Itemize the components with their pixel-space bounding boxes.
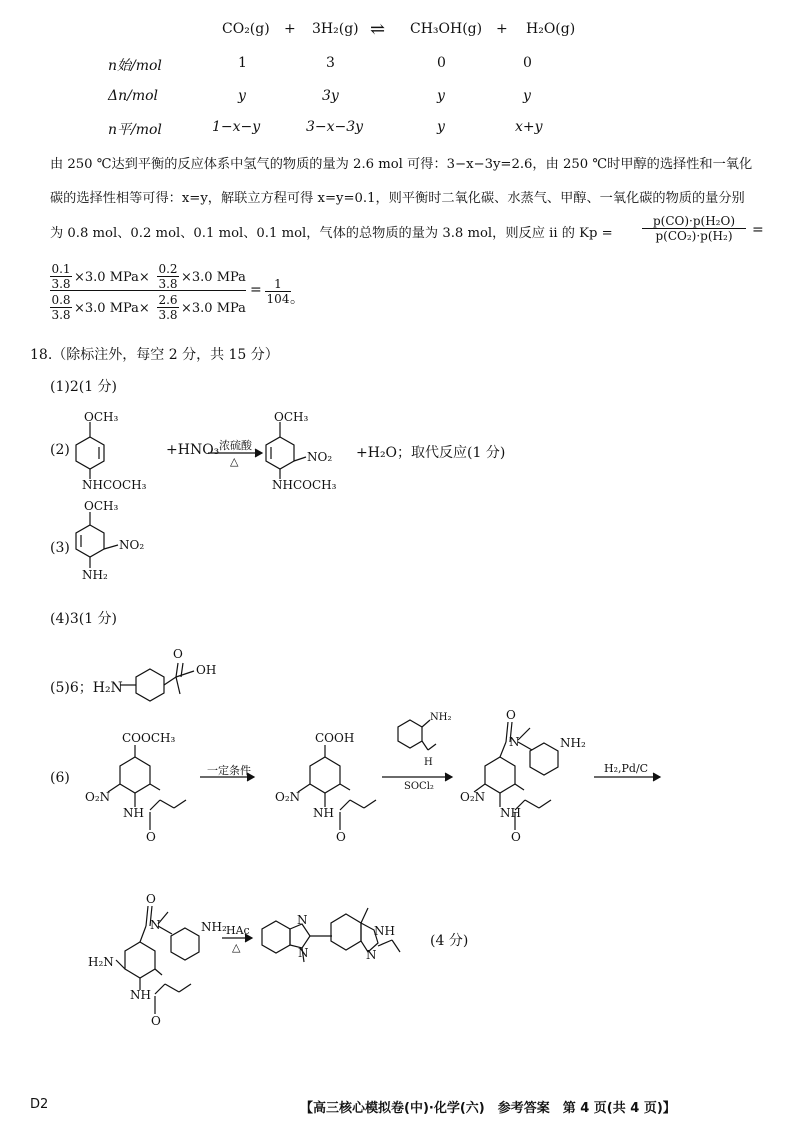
group-och3: OCH₃ (84, 410, 119, 424)
table-cell: x+y (515, 119, 543, 135)
table-cell: 0 (523, 55, 532, 71)
group-cooh: COOH (315, 731, 355, 745)
kp-numerator: p(CO)·p(H₂O) (652, 214, 736, 228)
group-h: H (424, 757, 433, 768)
paragraph-line: 为 0.8 mol、0.2 mol、0.1 mol、0.1 mol，气体的总物质的量为 3.8 mol，则反应 ⅱ 的 Kp = (50, 226, 613, 241)
answer-2-label: (2) (50, 442, 70, 458)
benzene-ring (125, 942, 155, 978)
frac-text: ×3.0 MPa× (74, 301, 150, 316)
reagent-h2-pd: H₂,Pd/C (604, 762, 649, 775)
frac-bottom: 3.8 (51, 277, 71, 291)
final-score: (4 分) (430, 933, 469, 949)
benzene-ring (120, 757, 150, 793)
frac-text: ×3.0 MPa× (74, 270, 150, 285)
group-o: O (336, 830, 346, 844)
group-o2n: O₂N (460, 790, 486, 804)
product-ch3oh: CH₃OH(g) (410, 21, 483, 37)
answer-1: (1)2(1 分) (50, 379, 118, 395)
frac-bottom: 3.8 (51, 308, 71, 322)
table-cell: y (523, 88, 531, 104)
frac-bottom: 104 (266, 292, 290, 306)
benzene-ring (530, 743, 558, 775)
group-nh2: NH₂ (201, 920, 227, 934)
frac-top: 0.2 (158, 262, 178, 276)
benzene-ring (262, 921, 290, 953)
plus-sign: + (496, 21, 508, 37)
group-o2n: O₂N (275, 790, 301, 804)
frac-top: 1 (274, 277, 282, 291)
table-cell: 3y (322, 88, 339, 104)
group-nhcoch3: NHCOCH₃ (82, 478, 147, 492)
group-h2n: H₂N (88, 955, 114, 969)
group-o: O (146, 892, 156, 906)
group-n: N (297, 913, 308, 927)
row-label: n始/mol (108, 58, 162, 74)
group-oh: OH (196, 663, 217, 677)
table-cell: 3−x−3y (306, 119, 364, 135)
group-o: O (173, 647, 183, 661)
group-och3: OCH₃ (274, 410, 309, 424)
paragraph-line: 碳的选择性相等可得：x=y，解联立方程可得 x=y=0.1，则平衡时二氧化碳、水蒸气、甲醇、一氧化碳的物质的量分别 (50, 191, 745, 206)
kp-denominator: p(CO₂)·p(H₂) (642, 228, 746, 243)
group-nh: NH (374, 924, 395, 938)
row-label: n平/mol (108, 122, 162, 138)
group-o: O (511, 830, 521, 844)
group-och3: OCH₃ (84, 499, 119, 513)
product-h2o: H₂O(g) (526, 21, 576, 37)
frac-bottom: 3.8 (158, 277, 178, 291)
table-cell: y (437, 88, 445, 104)
group-o2n: O₂N (85, 790, 111, 804)
reagent-conditions: 一定条件 (207, 764, 251, 777)
group-o: O (506, 708, 516, 722)
frac-top: 0.1 (51, 262, 71, 276)
reagent-hno3: +HNO₃ (166, 442, 220, 458)
frac-top: 0.8 (51, 293, 71, 307)
group-o: O (151, 1014, 161, 1028)
frac-bottom: 3.8 (158, 308, 178, 322)
table-cell: y (437, 119, 445, 135)
table-cell: 0 (437, 55, 446, 71)
equilibrium-arrow: ⇌ (370, 19, 386, 40)
paragraph-line: 由 250 ℃达到平衡的反应体系中氢气的物质的量为 2.6 mol 可得：3−x−3y=2.6，由 250 ℃时甲醇的选择性和一氧化 (50, 157, 753, 172)
group-nh: NH (313, 806, 334, 820)
group-n: N (509, 735, 520, 749)
benzene-ring (310, 757, 340, 793)
group-no2: NO₂ (119, 538, 145, 552)
group-nh: NH (130, 988, 151, 1002)
answer-6-label: (6) (50, 770, 70, 786)
reagent-socl2: SOCl₂ (404, 781, 434, 792)
group-n: N (150, 918, 161, 932)
group-n: N (366, 948, 377, 962)
benzene-ring (171, 928, 199, 960)
period: 。 (290, 291, 304, 307)
frac-text: ×3.0 MPa (181, 270, 246, 285)
answer-5-label: (5)6；H₂N (50, 680, 123, 696)
table-cell: y (238, 88, 246, 104)
heat-symbol: △ (230, 455, 239, 468)
imidazole-ring (290, 924, 310, 948)
table-cell: 3 (326, 55, 335, 71)
heat-symbol: △ (232, 941, 241, 954)
equals-sign: = (250, 282, 262, 298)
answer-4: (4)3(1 分) (50, 611, 118, 627)
group-no2: NO₂ (307, 450, 333, 464)
answer-2-tail: +H₂O；取代反应(1 分) (356, 445, 506, 461)
group-nhcoch3: NHCOCH₃ (272, 478, 337, 492)
question-heading: 18.（除标注外，每空 2 分，共 15 分） (30, 347, 279, 363)
group-nh2: NH₂ (430, 712, 452, 723)
group-nh2: NH₂ (82, 568, 108, 582)
group-nh: NH (500, 806, 521, 820)
equals-sign: = (752, 222, 764, 238)
reactant-h2: 3H₂(g) (312, 21, 359, 37)
footer-title: 【高三核心模拟卷(中)·化学(六) 参考答案 第 4 页(共 4 页)】 (300, 1101, 676, 1116)
reagent-hac: HAc (226, 924, 250, 937)
frac-text: ×3.0 MPa (181, 301, 246, 316)
benzene-ring (485, 757, 515, 793)
row-label: Δn/mol (108, 88, 159, 104)
frac-top: 2.6 (158, 293, 178, 307)
group-nh2: NH₂ (560, 736, 586, 750)
reagent-h2so4: 浓硫酸 (219, 439, 252, 452)
footer-code: D2 (30, 1097, 49, 1112)
group-cooch3: COOCH₃ (122, 731, 176, 745)
group-n: N (298, 946, 309, 960)
group-o: O (146, 830, 156, 844)
group-nh: NH (123, 806, 144, 820)
plus-sign: + (284, 21, 296, 37)
benzene-ring (398, 720, 422, 748)
table-cell: 1−x−y (212, 119, 261, 135)
answer-3-label: (3) (50, 540, 70, 556)
reactant-co2: CO₂(g) (222, 21, 270, 37)
table-cell: 1 (238, 55, 247, 71)
benzene-ring (331, 914, 361, 950)
